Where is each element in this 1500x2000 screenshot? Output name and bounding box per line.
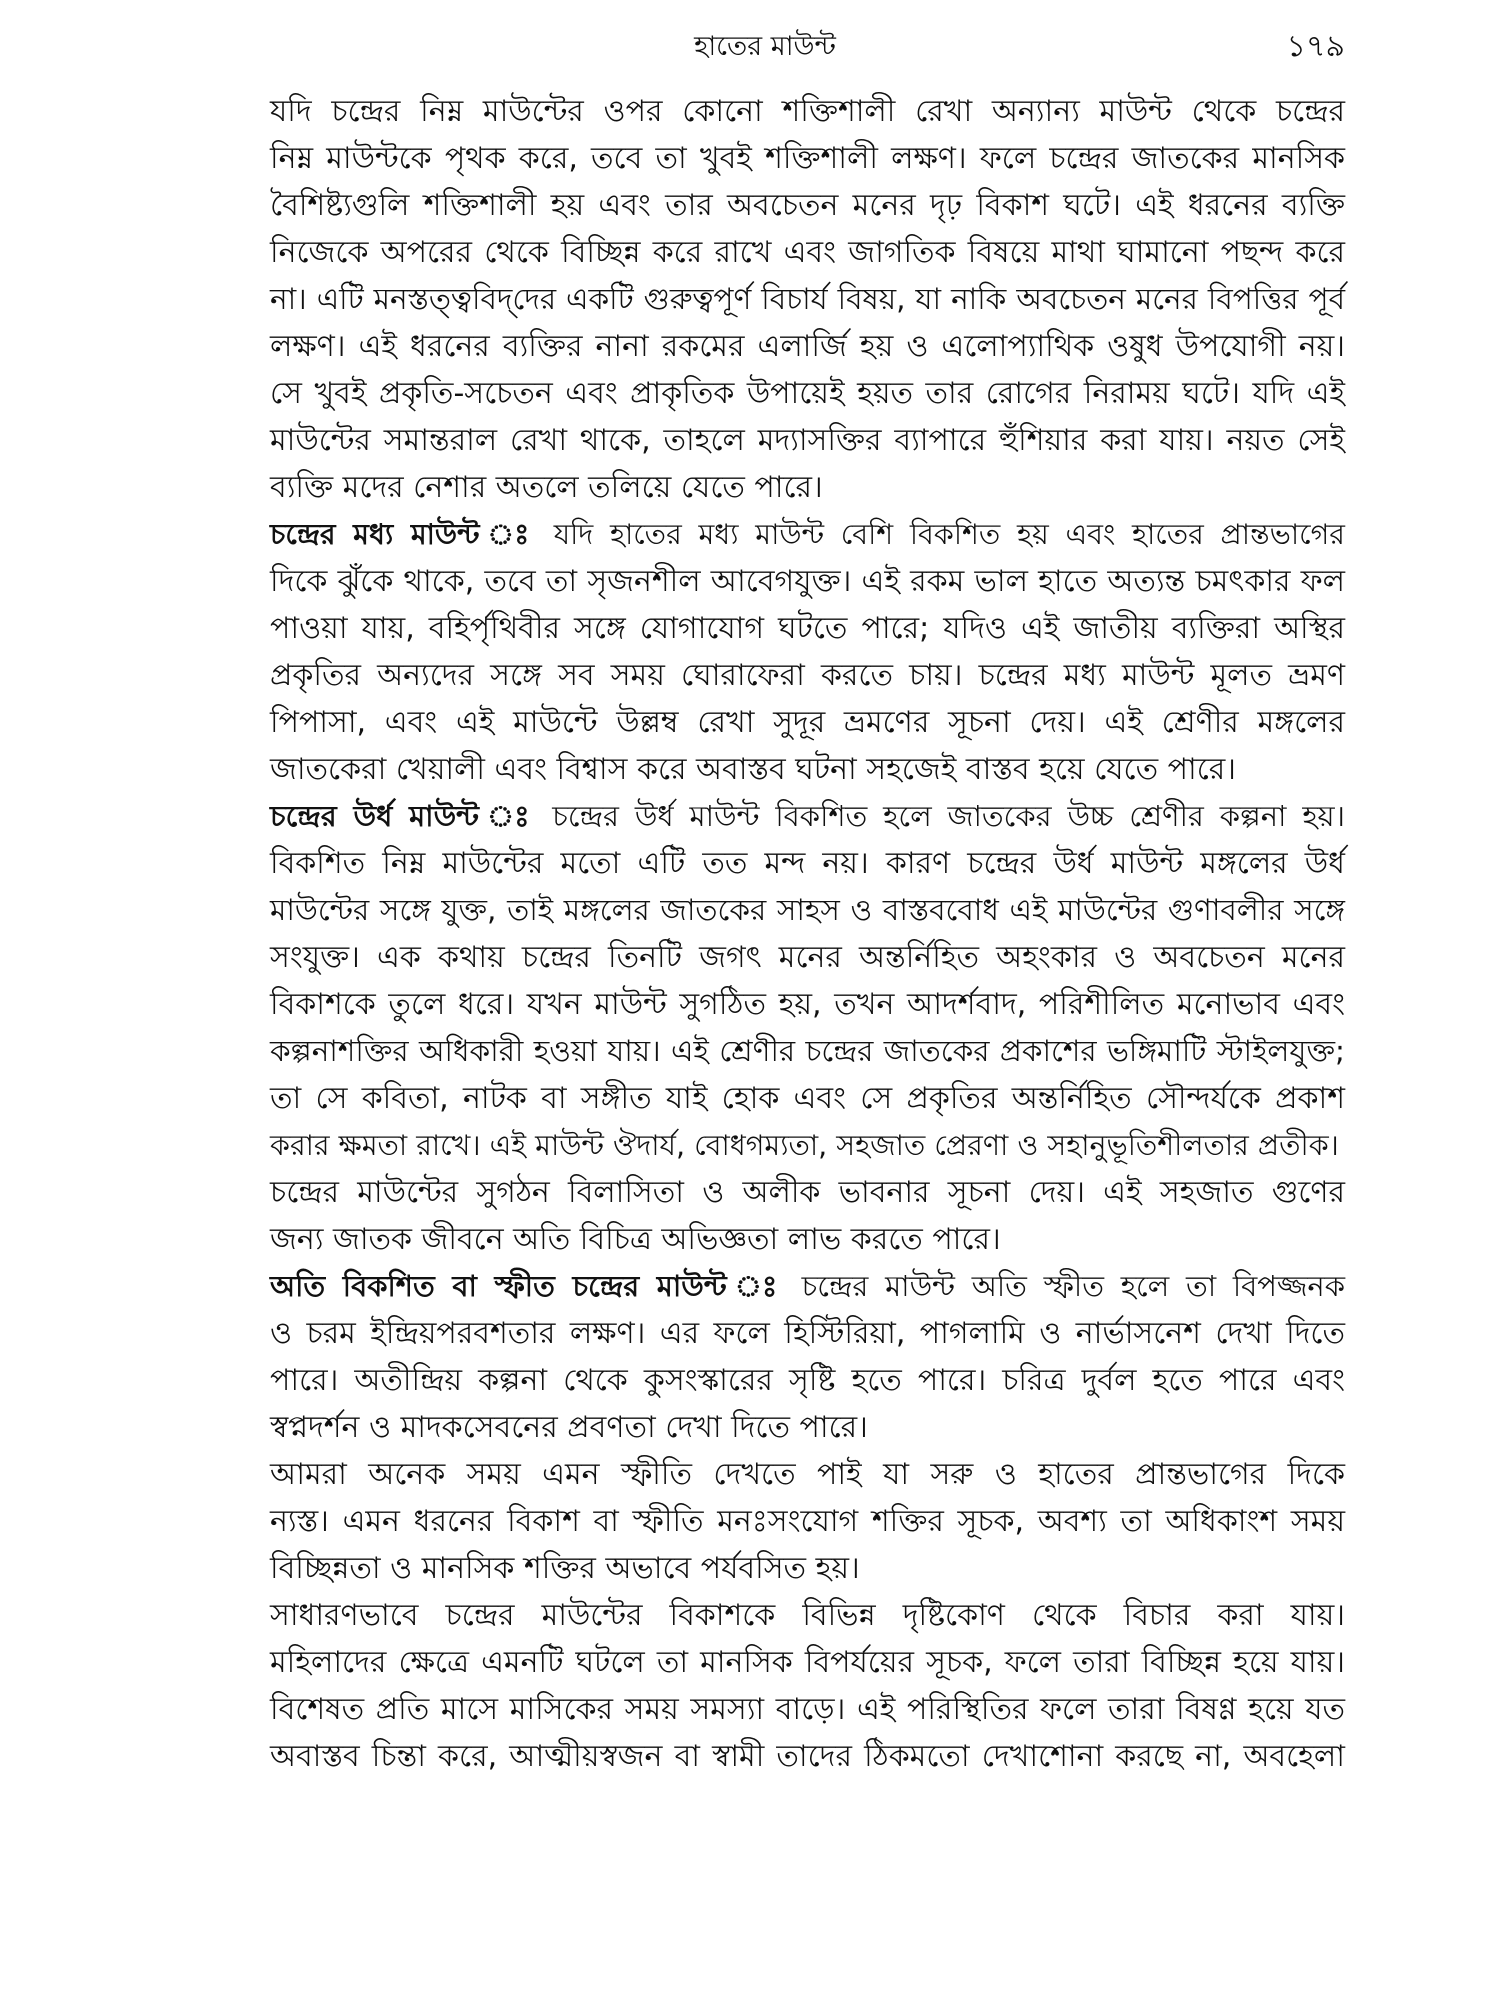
- heading-run-in-text: চন্দ্রের উর্ধ মাউন্ট বিকশিত হলে জাতকের উচ্চ শ্রেণীর কল্পনা হয়।: [552, 799, 1346, 833]
- section-heading: চন্দ্রের উর্ধ মাউন্ট ঃ: [270, 799, 537, 833]
- text-line: সে খুবই প্রকৃতি-সচেতন এবং প্রাকৃতিক উপায়েই হয়ত তার রোগের নিরাময় ঘটে। যদি এই: [270, 376, 1345, 411]
- heading-run-in-text: চন্দ্রের মাউন্ট অতি স্ফীত হলে তা বিপজ্জনক: [801, 1269, 1346, 1303]
- section-heading: চন্দ্রের মধ্য মাউন্ট ঃ: [270, 518, 537, 551]
- text-line: [185, 1263, 1345, 1310]
- paragraph-good-formation: [185, 1169, 1345, 1263]
- text-line: মাউন্টের সমান্তরাল রেখা থাকে, তাহলে মদ্যাসক্তির ব্যাপারে হুঁশিয়ার করা যায়। নয়ত সেই: [270, 423, 1345, 458]
- text-line: পিপাসা, এবং এই মাউন্টে উল্লম্ব রেখা সুদূর ভ্রমণের সূচনা দেয়। এই শ্রেণীর মঙ্গলের: [270, 705, 1345, 740]
- text-line: অবাস্তব চিন্তা করে, আত্মীয়স্বজন বা স্বামী তাদের ঠিকমতো দেখাশোনা করছে না, অবহেলা: [270, 1739, 1345, 1774]
- heading-run-in-text: যদি হাতের মধ্য মাউন্ট বেশি বিকশিত হয় এবং হাতের প্রান্তভাগের: [553, 518, 1345, 551]
- text-line: করার ক্ষমতা রাখে। এই মাউন্ট ঔদার্য, বোধগম্যতা, সহজাত প্রেরণা ও সহানুভূতিশীলতার প্রতীক।: [270, 1129, 1339, 1162]
- text-line: যদি চন্দ্রের নিম্ন মাউন্টের ওপর কোনো শক্তিশালী রেখা অন্যান্য মাউন্ট থেকে চন্দ্রের: [270, 94, 1345, 129]
- page-number: ১৭৯: [1286, 29, 1345, 64]
- body-text: [185, 88, 1345, 1780]
- text-line: ন্যস্ত। এমন ধরনের বিকাশ বা স্ফীতি মনঃসংযোগ শক্তির সূচক, অবশ্য তা অধিকাংশ সময়: [270, 1504, 1345, 1539]
- text-line: বিশেষত প্রতি মাসে মাসিকের সময় সমস্যা বাড়ে। এই পরিস্থিতির ফলে তারা বিষণ্ণ হয়ে যত: [270, 1692, 1345, 1727]
- text-line: জন্য জাতক জীবনে অতি বিচিত্র অভিজ্ঞতা লাভ করতে পারে।: [270, 1222, 1001, 1257]
- text-line: সাধারণভাবে চন্দ্রের মাউন্টের বিকাশকে বিভিন্ন দৃষ্টিকোণ থেকে বিচার করা যায়।: [270, 1598, 1345, 1633]
- paragraph-over-developed-mount: [185, 1263, 1345, 1451]
- text-line: বিকশিত নিম্ন মাউন্টের মতো এটি তত মন্দ নয়। কারণ চন্দ্রের উর্ধ মাউন্ট মঙ্গলের উর্ধ: [270, 846, 1345, 881]
- text-line: স্বপ্নদর্শন ও মাদকসেবনের প্রবণতা দেখা দিতে পারে।: [270, 1410, 868, 1445]
- paragraph-lower-mount: [185, 88, 1345, 511]
- text-line: পারে। অতীন্দ্রিয় কল্পনা থেকে কুসংস্কারের সৃষ্টি হতে পারে। চরিত্র দুর্বল হতে পারে এবং: [270, 1363, 1345, 1398]
- text-line: [185, 511, 1345, 558]
- text-line: প্রকৃতির অন্যদের সঙ্গে সব সময় ঘোরাফেরা করতে চায়। চন্দ্রের মধ্য মাউন্ট মূলত ভ্রমণ: [270, 658, 1345, 693]
- text-line: ও চরম ইন্দ্রিয়পরবশতার লক্ষণ। এর ফলে হিস্টিরিয়া, পাগলামি ও নার্ভাসনেশ দেখা দিতে: [270, 1316, 1345, 1351]
- text-line: চন্দ্রের মাউন্টের সুগঠন বিলাসিতা ও অলীক ভাবনার সূচনা দেয়। এই সহজাত গুণের: [270, 1175, 1345, 1210]
- paragraph-general-view: [185, 1592, 1345, 1780]
- text-line: দিকে ঝুঁকে থাকে, তবে তা সৃজনশীল আবেগযুক্ত। এই রকম ভাল হাতে অত্যন্ত চমৎকার ফল: [270, 564, 1345, 599]
- text-line: নিজেকে অপরের থেকে বিচ্ছিন্ন করে রাখে এবং জাগতিক বিষয়ে মাথা ঘামানো পছন্দ করে: [270, 235, 1345, 270]
- text-line: বৈশিষ্ট্যগুলি শক্তিশালী হয় এবং তার অবচেতন মনের দৃঢ় বিকাশ ঘটে। এই ধরনের ব্যক্তি: [270, 188, 1345, 223]
- text-line: মাউন্টের সঙ্গে যুক্ত, তাই মঙ্গলের জাতকের সাহস ও বাস্তববোধ এই মাউন্টের গুণাবলীর সঙ্গে: [270, 893, 1345, 927]
- text-line: কল্পনাশক্তির অধিকারী হওয়া যায়। এই শ্রেণীর চন্দ্রের জাতকের প্রকাশের ভঙ্গিমাটি স্টাইলযুক্ত;: [270, 1034, 1345, 1068]
- running-header: [185, 22, 1345, 68]
- text-line: আমরা অনেক সময় এমন স্ফীতি দেখতে পাই যা সরু ও হাতের প্রান্তভাগের দিকে: [270, 1457, 1345, 1492]
- text-line: না। এটি মনস্তত্ত্ববিদ্‌দের একটি গুরুত্বপূর্ণ বিচার্য বিষয়, যা নাকি অবচেতন মনের বিপত্তির পূর্ব: [270, 282, 1345, 316]
- text-line: ব্যক্তি মদের নেশার অতলে তলিয়ে যেতে পারে।: [270, 470, 823, 505]
- text-line: বিকাশকে তুলে ধরে। যখন মাউন্ট সুগঠিত হয়, তখন আদর্শবাদ, পরিশীলিত মনোভাব এবং: [270, 987, 1345, 1022]
- text-line: জাতকেরা খেয়ালী এবং বিশ্বাস করে অবাস্তব ঘটনা সহজেই বাস্তব হয়ে যেতে পারে।: [270, 752, 1237, 787]
- text-line: মহিলাদের ক্ষেত্রে এমনটি ঘটলে তা মানসিক বিপর্যয়ের সূচক, ফলে তারা বিচ্ছিন্ন হয়ে যায়।: [270, 1645, 1345, 1680]
- paragraph-narrow-swelling: [185, 1451, 1345, 1592]
- paragraph-upper-mount: [185, 793, 1345, 1169]
- section-heading: অতি বিকশিত বা স্ফীত চন্দ্রের মাউন্ট ঃ: [270, 1269, 785, 1303]
- text-line: [185, 793, 1345, 840]
- running-title: হাতের মাউন্ট: [694, 31, 836, 62]
- text-line: তা সে কবিতা, নাটক বা সঙ্গীত যাই হোক এবং সে প্রকৃতির অন্তর্নিহিত সৌন্দর্যকে প্রকাশ: [270, 1081, 1345, 1116]
- paragraph-middle-mount: [185, 511, 1345, 793]
- text-line: সংযুক্ত। এক কথায় চন্দ্রের তিনটি জগৎ মনের অন্তর্নিহিত অহংকার ও অবচেতন মনের: [270, 940, 1345, 975]
- text-line: বিচ্ছিন্নতা ও মানসিক শক্তির অভাবে পর্যবসিত হয়।: [270, 1551, 860, 1586]
- text-line: পাওয়া যায়, বহির্পৃথিবীর সঙ্গে যোগাযোগ ঘটতে পারে; যদিও এই জাতীয় ব্যক্তিরা অস্থির: [270, 611, 1345, 646]
- text-line: লক্ষণ। এই ধরনের ব্যক্তির নানা রকমের এলার্জি হয় ও এলোপ্যাথিক ওষুধ উপযোগী নয়।: [270, 329, 1345, 364]
- text-line: নিম্ন মাউন্টকে পৃথক করে, তবে তা খুবই শক্তিশালী লক্ষণ। ফলে চন্দ্রের জাতকের মানসিক: [270, 141, 1345, 176]
